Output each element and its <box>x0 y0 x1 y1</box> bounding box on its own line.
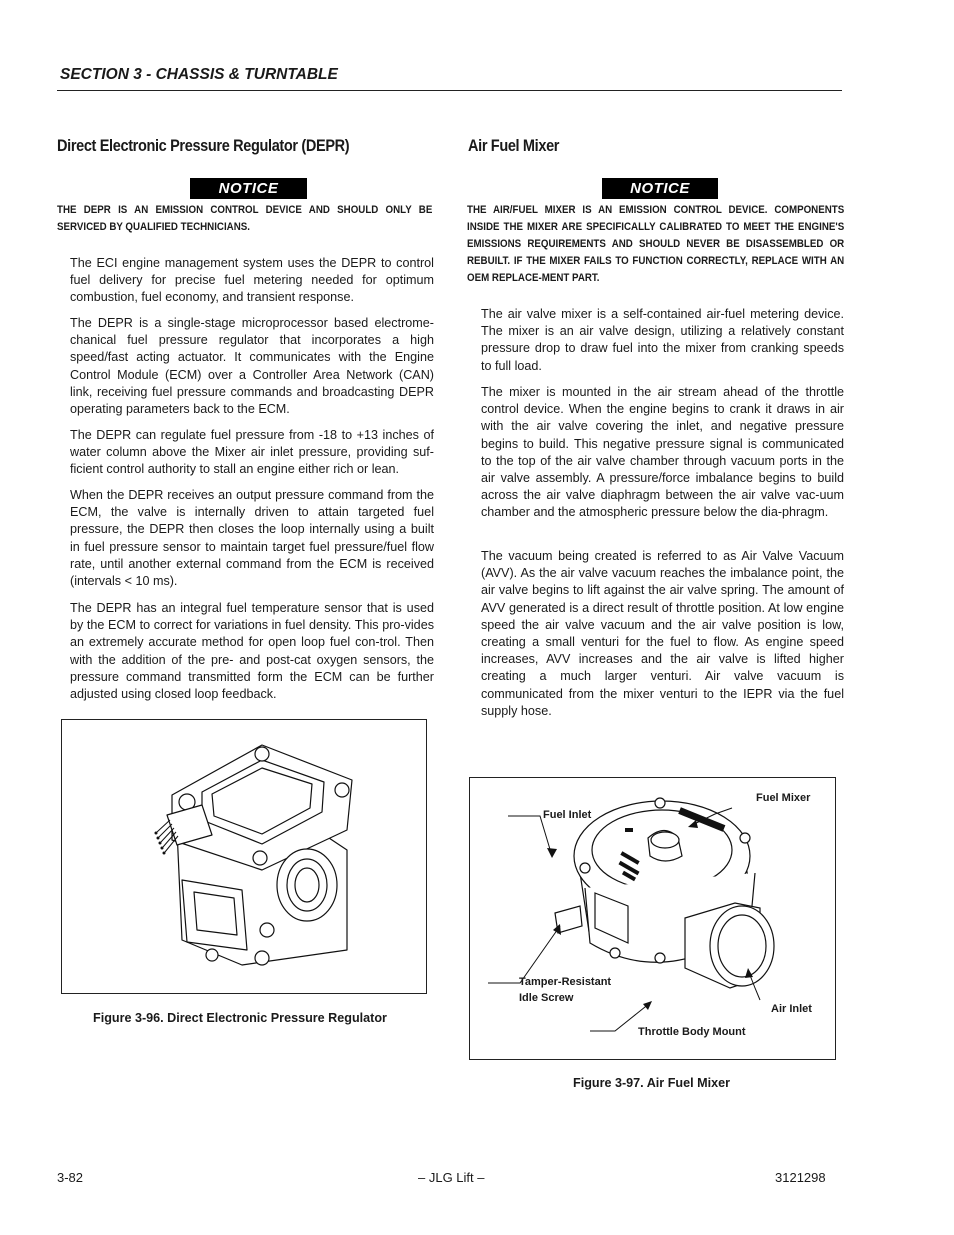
mixer-figure <box>469 777 836 1060</box>
callout-tamper-line1: Tamper-Resistant <box>519 976 612 988</box>
callout-tamper-line2: Idle Screw <box>519 992 574 1004</box>
callout-fuel-mixer: Fuel Mixer <box>756 792 811 804</box>
notice-text-depr: THE DEPR IS AN EMISSION CONTROL DEVICE AND SHOULD ONLY BE SERVICED BY QUALIFIED TECHNICIANS. <box>57 204 433 233</box>
depr-paragraph-1: The ECI engine management system uses the DEPR to control fuel delivery for precise fuel metering needed for optimum combustion, fuel economy, and transient response. <box>70 256 434 305</box>
footer-center: – JLG Lift – <box>418 1170 485 1185</box>
mixer-paragraph-2: The mixer is mounted in the air stream ahead of the throttle control device. When the engine begins to crank it draws in air with the air valve covering the inlet, and negative pressure begins to build. This negative pressure signal is communicated to the top of the air valve chamber through vacuum ports in the air valve assembly. A pressure/force imbalance begins to build across the air valve diaphragm between the air valve vac-uum chamber and the atmospheric pressure below the dia-phragm. <box>481 385 844 520</box>
mixer-title: Air Fuel Mixer <box>468 137 560 155</box>
callout-fuel-inlet: Fuel Inlet <box>543 809 592 821</box>
section-header: SECTION 3 - CHASSIS & TURNTABLE <box>60 66 338 83</box>
mixer-paragraph-3: The vacuum being created is referred to as Air Valve Vacuum (AVV). As the air valve vacuum reaches the imbalance point, the air valve begins to lift against the air valve spring. The amount of AVV generated is a direct result of throttle position. At low engine speed the air valve vacuum and the air valve position is low, creating a small venturi for the fuel to flow. As engine speed increases, AVV increases and the air valve is lifted higher creating a much larger venturi. Air valve vacuum is communicated from the mixer venturi to the IEPR via the fuel supply hose. <box>481 549 844 718</box>
notice-badge-depr: NOTICE <box>190 178 307 199</box>
doc-number: 3121298 <box>775 1170 826 1185</box>
callout-throttle-body-mount: Throttle Body Mount <box>638 1026 746 1038</box>
mixer-paragraph-1: The air valve mixer is a self-contained air-fuel metering device. The mixer is an air valve design, utilizing a relatively constant pressure drop to draw fuel into the mixer from cranking speeds to full load. <box>481 307 844 373</box>
depr-paragraph-3: The DEPR can regulate fuel pressure from -18 to +13 inches of water column above the Mixer air inlet pressure, providing suf-ficient control authority to stall an engine either rich or lean. <box>70 428 434 477</box>
notice-badge-mixer: NOTICE <box>602 178 718 199</box>
depr-paragraph-2: The DEPR is a single-stage microprocessor based electrome-chanical fuel pressure regulator that incorporates a high speed/fast acting actuator. It communicates with the Engine Control Module (ECM) over a Controller Area Network (CAN) link, receiving fuel pressure commands and broadcasting DEPR operating parameters back to the ECM. <box>70 316 434 417</box>
notice-text-mixer: THE AIR/FUEL MIXER IS AN EMISSION CONTROL DEVICE. COMPONENTS INSIDE THE MIXER ARE SPECIFICALLY CALIBRATED TO MEET THE ENGINE'S EMISSIONS REQUIREMENTS AND SHOULD NEVER BE DISASSEMBLED OR REBUILT. IF THE MIXER FAILS TO FUNCTION CORRECTLY, REPLACE WITH AN OEM REPLACE-MENT PART. <box>467 204 845 284</box>
header-rule <box>57 90 842 91</box>
depr-paragraph-5: The DEPR has an integral fuel temperature sensor that is used by the ECM to correct for variations in fuel density. This pro-vides an extremely accurate method for open loop fuel con-trol. Then with the addition of the pre- and post-cat oxygen sensors, the pressure command transmitted form the ECM can be further adjusted using closed loop feedback. <box>70 601 434 702</box>
page-number: 3-82 <box>57 1170 84 1185</box>
depr-figure <box>61 719 427 994</box>
depr-title: Direct Electronic Pressure Regulator (DEPR) <box>57 137 350 155</box>
callout-air-inlet: Air Inlet <box>771 1003 812 1015</box>
depr-paragraph-4: When the DEPR receives an output pressure command from the ECM, the valve is internally driven to attain targeted fuel pressure, the DEPR then closes the loop internally using a built in fuel pressure sensor to maintain target fuel pressure/fuel flow rate, until another external command from the ECM is received (intervals < 10 ms). <box>70 488 434 589</box>
mixer-figure-caption: Figure 3-97. Air Fuel Mixer <box>573 1076 730 1090</box>
depr-illustration <box>62 720 426 993</box>
depr-figure-caption: Figure 3-96. Direct Electronic Pressure Regulator <box>93 1011 387 1025</box>
